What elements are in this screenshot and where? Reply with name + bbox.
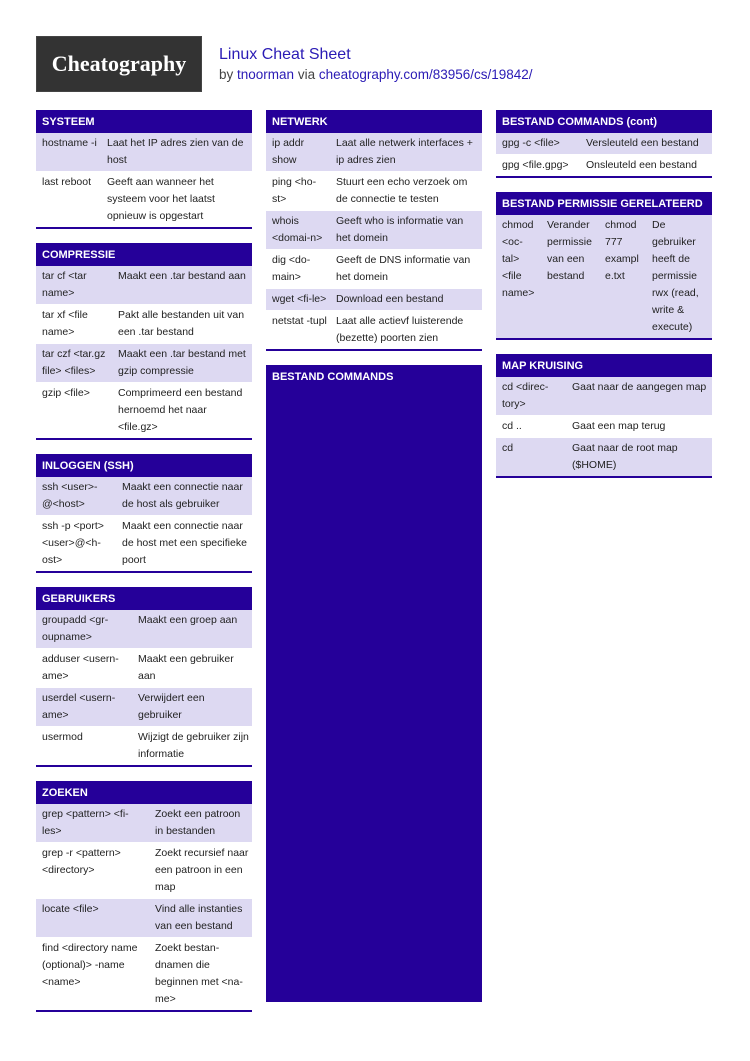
table-row [266, 249, 482, 288]
table-row [266, 171, 482, 210]
command-cell: last reboot [42, 176, 92, 188]
section-bestand-permissie [496, 192, 712, 340]
column-2 [266, 110, 482, 1016]
table-row [496, 377, 712, 415]
command-cell: tar cf <tar name> [42, 270, 87, 299]
command-cell: find <directory name (optional)> -name <name> [42, 942, 138, 988]
command-cell: dig <do-main> [272, 254, 311, 283]
description-cell: Wijzigt de gebruiker zijn informatie [138, 731, 249, 760]
description-cell: Download een bestand [336, 293, 444, 305]
table-row [496, 133, 712, 154]
section-table [496, 133, 712, 178]
table-row [36, 804, 252, 842]
via-label: via [297, 67, 316, 82]
command-cell: hostname -i [42, 137, 97, 149]
section-title: BESTAND PERMISSIE GERELATEERD [496, 192, 712, 215]
table-row [36, 898, 252, 937]
section-title: COMPRESSIE [36, 243, 252, 266]
section-title: BESTAND COMMANDS (cont) [496, 110, 712, 133]
command-cell: cd <direc-tory> [502, 381, 549, 410]
table-row [266, 133, 482, 171]
description-cell: Maakt een .tar bestand met gzip compressie [118, 348, 246, 377]
description-cell: Laat het IP adres zien van de host [107, 137, 244, 166]
section-table [36, 477, 252, 573]
section-compressie [36, 243, 252, 440]
command-cell: whois <domai-n> [272, 215, 323, 244]
description-cell: Comprimeerd een bestand hernoemd het naar <file.gz> [118, 387, 243, 433]
command-cell: cd .. [502, 420, 522, 432]
description-cell: Geeft who is informatie van het domein [336, 215, 464, 244]
author-link[interactable]: tnoorman [237, 67, 295, 82]
table-row [496, 154, 712, 176]
section-table [496, 377, 712, 478]
command-cell: locate <file> [42, 903, 99, 915]
description-cell: Gaat een map terug [572, 420, 666, 432]
command-cell: gpg -c <file> [502, 137, 560, 149]
command-cell: ping <ho-st> [272, 176, 317, 205]
section-table [36, 266, 252, 440]
description-cell: Zoekt bestan-dnamen die beginnen met <na-me> [155, 942, 243, 1005]
command-cell: tar czf <tar.gz file> <files> [42, 348, 106, 377]
description-cell: Stuurt een echo verzoek om de connectie te testen [336, 176, 468, 205]
section-title: INLOGGEN (SSH) [36, 454, 252, 477]
table-row [266, 210, 482, 249]
description-cell: Laat alle netwerk interfaces + ip adres zien [336, 137, 473, 166]
section-title: MAP KRUISING [496, 354, 712, 377]
source-url-link[interactable]: cheatography.com/83956/cs/19842/ [318, 67, 533, 82]
table-row [36, 266, 252, 304]
table-row [36, 304, 252, 343]
section-title: ZOEKEN [36, 781, 252, 804]
table-row [266, 288, 482, 310]
table-row [36, 687, 252, 726]
command-cell: adduser <usern-ame> [42, 653, 119, 682]
section-title: SYSTEEM [36, 110, 252, 133]
table-row [36, 515, 252, 571]
command-cell: ssh <user>-@<host> [42, 481, 98, 510]
table-row [36, 726, 252, 765]
command-cell: cd [502, 442, 514, 454]
command-cell: gzip <file> [42, 387, 90, 399]
table-row [36, 937, 252, 1010]
command-cell: ip addr show [272, 137, 305, 166]
table-row [36, 343, 252, 382]
section-inloggen [36, 454, 252, 573]
section-table [36, 804, 252, 1012]
description-cell: Maakt een connectie naar de host als gebruiker [122, 481, 243, 510]
table-row [36, 133, 252, 171]
table-row [36, 648, 252, 687]
command-cell: gpg <file.gpg> [502, 159, 569, 171]
section-table [266, 133, 482, 351]
table-row [496, 437, 712, 476]
table-row [496, 215, 712, 338]
description-cell: Pakt alle bestanden uit van een .tar bestand [118, 309, 245, 338]
description-cell: Verander permissie van een bestand [547, 219, 592, 282]
section-gebruikers [36, 587, 252, 767]
description-cell: Zoekt een patroon in bestanden [155, 808, 241, 837]
table-row [266, 310, 482, 349]
table-row [36, 610, 252, 648]
section-table [496, 215, 712, 340]
byline [219, 67, 533, 82]
column-1 [36, 110, 252, 1026]
description-cell: Geeft aan wanneer het systeem voor het laatst opnieuw is opgestart [107, 176, 215, 222]
page-title: Linux Cheat Sheet [219, 46, 351, 63]
command-cell: groupadd <gr-oupname> [42, 614, 109, 643]
section-zoeken [36, 781, 252, 1012]
table-row [36, 477, 252, 515]
section-title: GEBRUIKERS [36, 587, 252, 610]
command-cell: ssh -p <port> <user>@<h-ost> [42, 520, 104, 566]
section-table [36, 610, 252, 767]
command-cell: chmod <oc-tal> <file name> [502, 219, 535, 299]
description-cell: Gaat naar de aangegen map [572, 381, 707, 393]
command-cell: grep <pattern> <fi-les> [42, 808, 129, 837]
command-cell: wget <fi-le> [272, 293, 327, 305]
cheatography-logo[interactable]: Cheatography [36, 36, 202, 92]
description-cell: Vind alle instanties van een bestand [155, 903, 243, 932]
description-cell: Maakt een connectie naar de host met een specifieke poort [122, 520, 247, 566]
description-cell: Maakt een groep aan [138, 614, 238, 626]
description-cell: Verwijdert een gebruiker [138, 692, 205, 721]
description-cell: De gebruiker heeft de permissie rwx (read, write & execute) [652, 219, 699, 333]
command-cell: userdel <usern-ame> [42, 692, 116, 721]
section-netwerk [266, 110, 482, 351]
description-cell: Geeft de DNS informatie van het domein [336, 254, 471, 283]
section-map-kruising [496, 354, 712, 478]
section-table [36, 133, 252, 229]
description-cell: Maakt een .tar bestand aan [118, 270, 246, 282]
by-label: by [219, 67, 234, 82]
section-bestand-commands [266, 365, 482, 1002]
command-cell: netstat -tupl [272, 315, 327, 327]
table-row [36, 382, 252, 438]
command-cell: grep -r <pattern> <directory> [42, 847, 121, 876]
section-bestand-commands-cont [496, 110, 712, 178]
description-cell: Laat alle actievf luisterende (bezette) poorten zien [336, 315, 464, 344]
description-cell: Onsleuteld een bestand [586, 159, 697, 171]
section-title: NETWERK [266, 110, 482, 133]
command-cell: usermod [42, 731, 83, 743]
table-row [496, 415, 712, 437]
description-cell: Versleuteld een bestand [586, 137, 699, 149]
description-cell: Zoekt recursief naar een patroon in een map [155, 847, 249, 893]
section-body-filled [266, 388, 482, 1002]
command-cell: tar xf <file name> [42, 309, 88, 338]
description-cell: Gaat naar de root map ($HOME) [572, 442, 678, 471]
section-systeem [36, 110, 252, 229]
column-3 [496, 110, 712, 492]
description-cell: Maakt een gebruiker aan [138, 653, 234, 682]
table-row [36, 842, 252, 898]
table-row [36, 171, 252, 227]
description-cell: chmod 777 exampl e.txt [605, 219, 639, 282]
section-title: BESTAND COMMANDS [266, 365, 482, 388]
